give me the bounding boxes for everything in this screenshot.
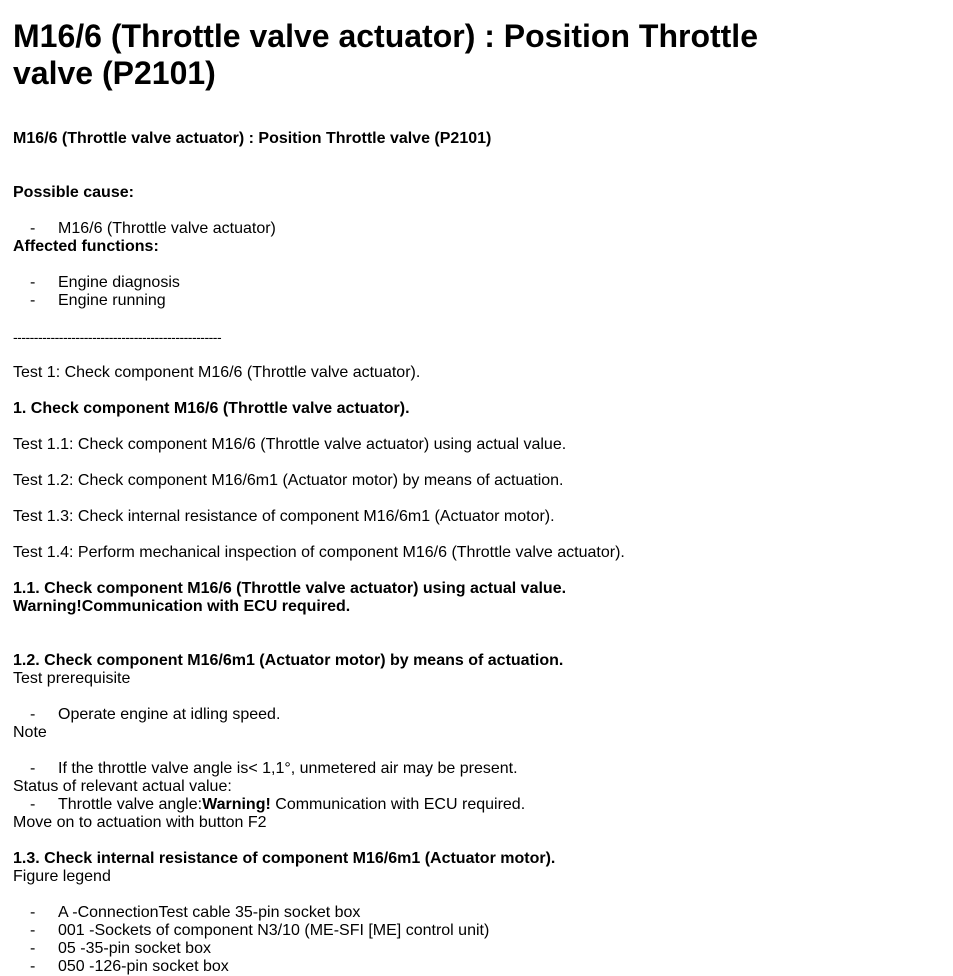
list-item: - 001 -Sockets of component N3/10 (ME-SFI [ME] control unit) bbox=[30, 922, 490, 939]
list-item: - Engine running bbox=[30, 292, 166, 309]
move-on-instruction: Move on to actuation with button F2 bbox=[13, 814, 267, 831]
note-label: Note bbox=[13, 724, 47, 741]
separator-line: -------------------------------------------------- bbox=[13, 329, 222, 345]
list-item: - Operate engine at idling speed. bbox=[30, 706, 281, 723]
section-1-2-heading: 1.2. Check component M16/6m1 (Actuator motor) by means of actuation. bbox=[13, 652, 564, 669]
test-prerequisite-label: Test prerequisite bbox=[13, 670, 131, 687]
affected-functions-heading: Affected functions: bbox=[13, 238, 159, 255]
page-title: M16/6 (Throttle valve actuator) : Position Throttle valve (P2101) bbox=[13, 18, 758, 91]
list-item: - 05 -35-pin socket box bbox=[30, 940, 211, 957]
possible-cause-heading: Possible cause: bbox=[13, 184, 134, 201]
document-subtitle: M16/6 (Throttle valve actuator) : Position Throttle valve (P2101) bbox=[13, 130, 492, 147]
list-item: - Engine diagnosis bbox=[30, 274, 180, 291]
test-1-4-line: Test 1.4: Perform mechanical inspection of component M16/6 (Throttle valve actuator). bbox=[13, 544, 625, 561]
list-item: - 050 -126-pin socket box bbox=[30, 958, 229, 975]
section-1-1-heading: 1.1. Check component M16/6 (Throttle valve actuator) using actual value. bbox=[13, 580, 567, 597]
list-item: - If the throttle valve angle is< 1,1°, unmetered air may be present. bbox=[30, 760, 518, 777]
list-item: - Throttle valve angle:Warning! Communication with ECU required. bbox=[30, 796, 526, 813]
section-1-3-heading: 1.3. Check internal resistance of component M16/6m1 (Actuator motor). bbox=[13, 850, 556, 867]
test-1-1-line: Test 1.1: Check component M16/6 (Throttle valve actuator) using actual value. bbox=[13, 436, 567, 453]
list-item: - M16/6 (Throttle valve actuator) bbox=[30, 220, 276, 237]
section-1-heading: 1. Check component M16/6 (Throttle valve actuator). bbox=[13, 400, 410, 417]
figure-legend-label: Figure legend bbox=[13, 868, 111, 885]
status-label: Status of relevant actual value: bbox=[13, 778, 232, 795]
section-1-1-warning: Warning!Communication with ECU required. bbox=[13, 598, 351, 615]
test-1-3-line: Test 1.3: Check internal resistance of component M16/6m1 (Actuator motor). bbox=[13, 508, 555, 525]
test-1-2-line: Test 1.2: Check component M16/6m1 (Actuator motor) by means of actuation. bbox=[13, 472, 564, 489]
test-1-line: Test 1: Check component M16/6 (Throttle valve actuator). bbox=[13, 364, 421, 381]
list-item: - A -ConnectionTest cable 35-pin socket box bbox=[30, 904, 361, 921]
